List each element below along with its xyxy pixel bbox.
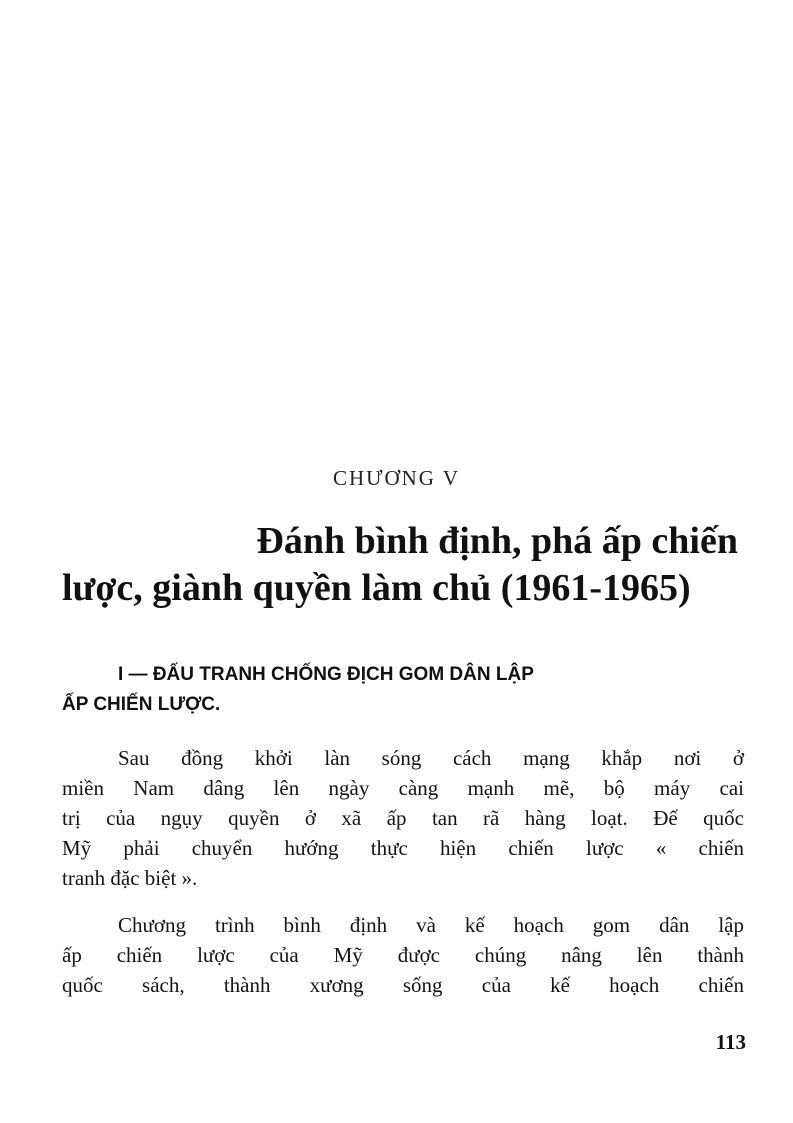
paragraph-line: quốc sách, thành xương sống của kế hoạch chiến bbox=[62, 973, 744, 997]
paragraph-line: Sau đồng khởi làn sóng cách mạng khắp nơi ở bbox=[118, 746, 744, 770]
chapter-title-line-1: Đánh bình định, phá ấp chiến bbox=[256, 520, 738, 562]
paragraph-line: tranh đặc biệt ». bbox=[62, 866, 198, 890]
section-heading bbox=[62, 660, 742, 720]
body-paragraph-2 bbox=[62, 910, 744, 1000]
paragraph-line: Mỹ phải chuyển hướng thực hiện chiến lược « chiến bbox=[62, 836, 744, 860]
chapter-title-line-2: lược, giành quyền làm chủ (1961-1965) bbox=[62, 567, 691, 609]
section-heading-line-1: I — ĐẤU TRANH CHỐNG ĐỊCH GOM DÂN LẬP bbox=[118, 664, 534, 685]
page-number: 113 bbox=[715, 1030, 746, 1054]
body-paragraph-1 bbox=[62, 743, 744, 893]
chapter-title bbox=[62, 518, 742, 612]
chapter-label: CHƯƠNG V bbox=[333, 466, 460, 490]
paragraph-line: Chương trình bình định và kế hoạch gom dân lập bbox=[118, 913, 744, 937]
paragraph-line: trị của ngụy quyền ở xã ấp tan rã hàng loạt. Đế quốc bbox=[62, 806, 744, 830]
section-heading-line-2: ẤP CHIẾN LƯỢC. bbox=[62, 694, 221, 715]
paragraph-line: ấp chiến lược của Mỹ được chúng nâng lên thành bbox=[62, 943, 744, 967]
paragraph-line: miền Nam dâng lên ngày càng mạnh mẽ, bộ máy cai bbox=[62, 776, 744, 800]
